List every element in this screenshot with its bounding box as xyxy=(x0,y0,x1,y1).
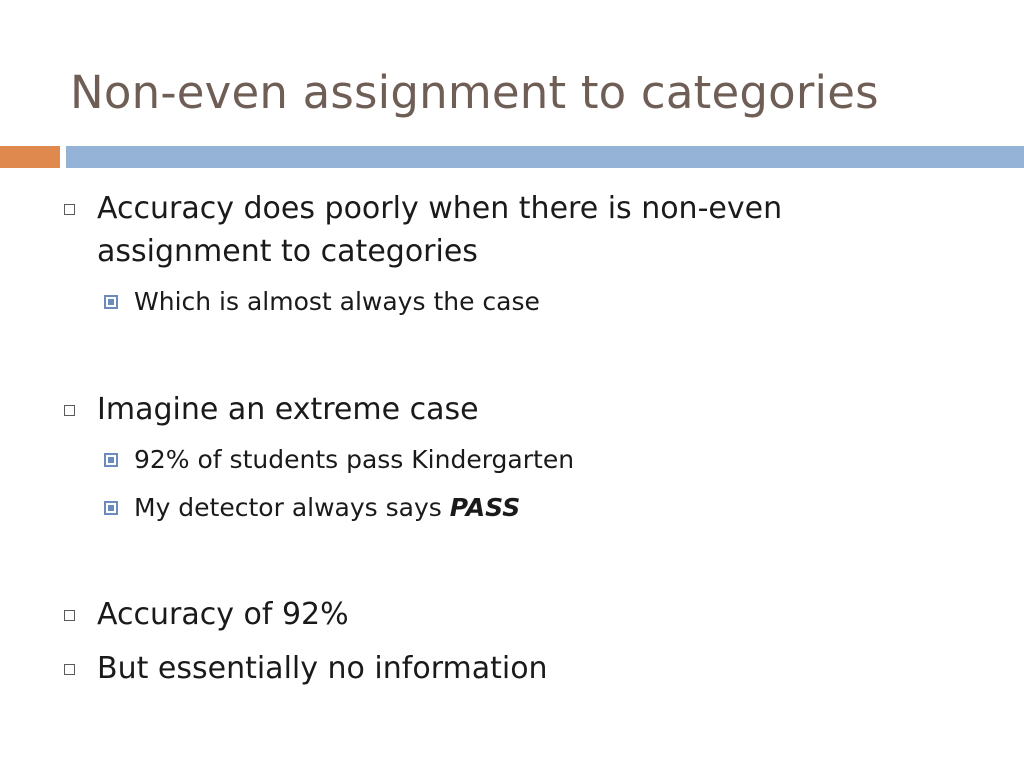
title-underline-accent-orange xyxy=(0,146,60,168)
bullet-text: Accuracy of 92% xyxy=(97,597,349,632)
bullet-text: Imagine an extreme case xyxy=(97,392,479,427)
hollow-square-bullet-icon xyxy=(64,204,75,215)
boxed-square-bullet-icon xyxy=(104,501,118,515)
bullet-text: But essentially no information xyxy=(97,651,548,686)
hollow-square-bullet-icon xyxy=(64,405,75,416)
sub-bullet-detector xyxy=(104,492,520,524)
hollow-square-bullet-icon xyxy=(64,610,75,621)
sub-bullet-prefix: My detector always says xyxy=(134,493,450,522)
sub-bullet-kindergarten xyxy=(104,444,574,476)
pass-emphasis: PASS xyxy=(449,493,521,522)
title-underline-accent-blue xyxy=(66,146,1024,168)
bullet-accuracy-92 xyxy=(64,593,887,636)
sub-bullet-text: 92% of students pass Kindergarten xyxy=(134,445,575,474)
sub-bullet-text xyxy=(134,492,520,524)
hollow-square-bullet-icon xyxy=(64,664,75,675)
slide-title: Non-even assignment to categories xyxy=(70,66,879,119)
bullet-extreme-case xyxy=(64,388,887,431)
boxed-square-bullet-icon xyxy=(104,453,118,467)
bullet-no-information xyxy=(64,647,887,690)
sub-bullet-almost-always xyxy=(104,286,540,318)
boxed-square-bullet-icon xyxy=(104,295,118,309)
bullet-accuracy-poorly xyxy=(64,187,887,273)
bullet-text: Accuracy does poorly when there is non-even assignment to categories xyxy=(97,191,783,269)
sub-bullet-text: Which is almost always the case xyxy=(134,287,540,316)
